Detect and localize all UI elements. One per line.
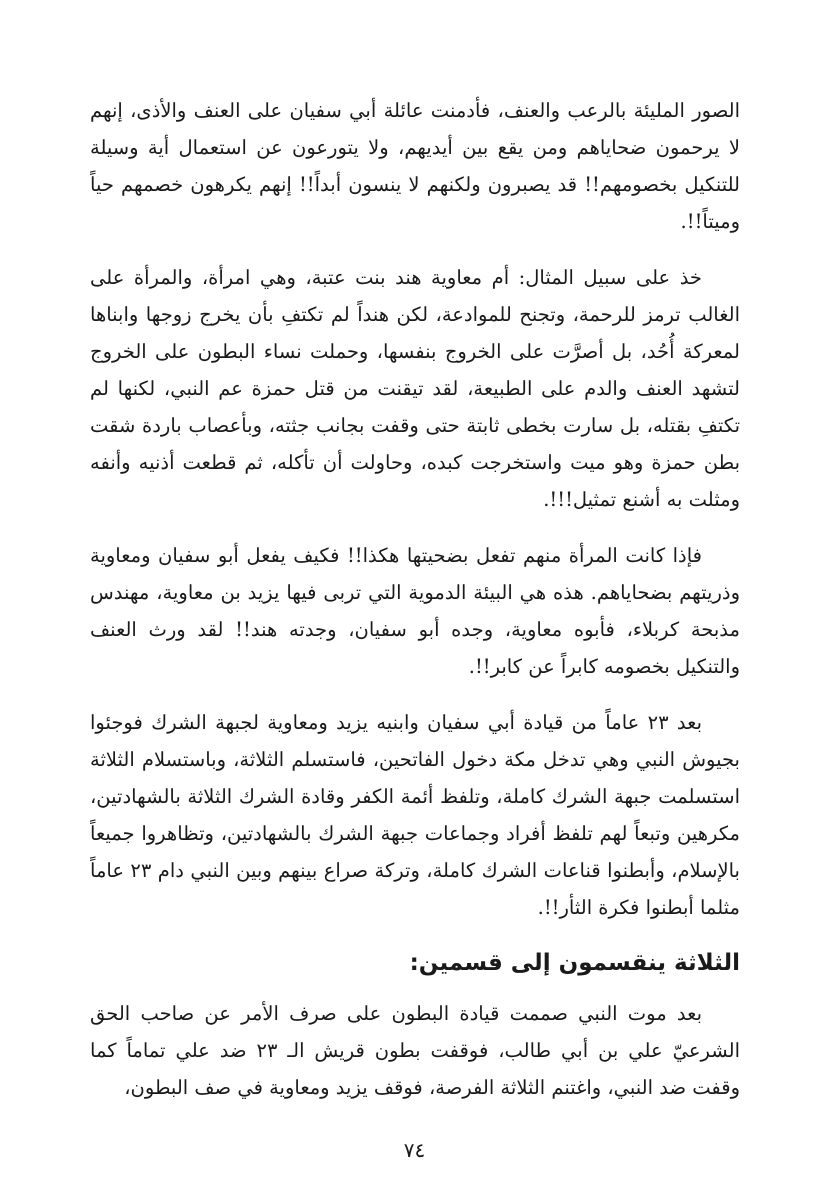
paragraph-1: الصور المليئة بالرعب والعنف، فأدمنت عائلة أبي سفيان على العنف والأذى، إنهم لا يرحمون ضحاياهم ومن يقع بين أيديهم، ولا يتورعون عن استعمال أية وسيلة للتنكيل بخصومهم!! قد يصبرون ولكنهم لا ينسون أبداً!! إنهم يكرهون خصمهم حياً وميتاً!!. <box>90 99 740 233</box>
paragraph-3: فإذا كانت المرأة منهم تفعل بضحيتها هكذا!! فكيف يفعل أبو سفيان ومعاوية وذريتهم بضحاياهم. هذه هي البيئة الدموية التي تربى فيها يزيد بن معاوية، مهندس مذبحة كربلاء، فأبوه معاوية، وجده أبو سفيان، وجدته هند!! لقد ورث العنف والتنكيل بخصومه كابراً عن كابر!!. <box>90 544 740 678</box>
page-number: ٧٤ <box>403 1138 426 1162</box>
document-page <box>90 92 740 1125</box>
paragraph-5: بعد موت النبي صممت قيادة البطون على صرف الأمر عن صاحب الحق الشرعيّ علي بن أبي طالب، فوقفت بطون قريش الـ ٢٣ ضد علي تماماً كما وقفت ضد النبي، واغتنم الثلاثة الفرصة، فوقف يزيد ومعاوية في صف البطون، <box>90 1002 741 1099</box>
section-heading: الثلاثة ينقسمون إلى قسمين: <box>409 950 740 976</box>
paragraph-4: بعد ٢٣ عاماً من قيادة أبي سفيان وابنيه يزيد ومعاوية لجبهة الشرك فوجئوا بجيوش النبي وهي تدخل مكة دخول الفاتحين، فاستسلم الثلاثة، وباستسلام الثلاثة استسلمت جبهة الشرك كاملة، وتلفظ أئمة الكفر وقادة الشرك الثلاثة بالشهادتين، مكرهين وتبعاً لهم تلفظ أفراد وجماعات جبهة الشرك بالشهادتين، وتظاهروا جميعاً بالإسلام، وأبطنوا قناعات الشرك كاملة، وتركة صراع بينهم وبين النبي دام ٢٣ عاماً مثلما أبطنوا فكرة الثأر!!. <box>90 711 740 919</box>
paragraph-2: خذ على سبيل المثال: أم معاوية هند بنت عتبة، وهي امرأة، والمرأة على الغالب ترمز للرحمة، وتجنح للموادعة، لكن هنداً لم تكتفِ بأن يخرج زوجها وابناها لمعركة أُحُد، بل أصرَّت على الخروج بنفسها، وحملت نساء البطون على الخروج لتشهد العنف والدم على الطبيعة، لقد تيقنت من قتل حمزة عم النبي، لكنها لم تكتفِ بقتله، بل سارت بخطى ثابتة حتى وقفت بجانب جثته، وبأعصاب باردة شقت بطن حمزة وهو ميت واستخرجت كبده، وحاولت أن تأكله، ثم قطعت أذنيه وأنفه ومثلت به أشنع تمثيل!!!. <box>90 266 740 511</box>
